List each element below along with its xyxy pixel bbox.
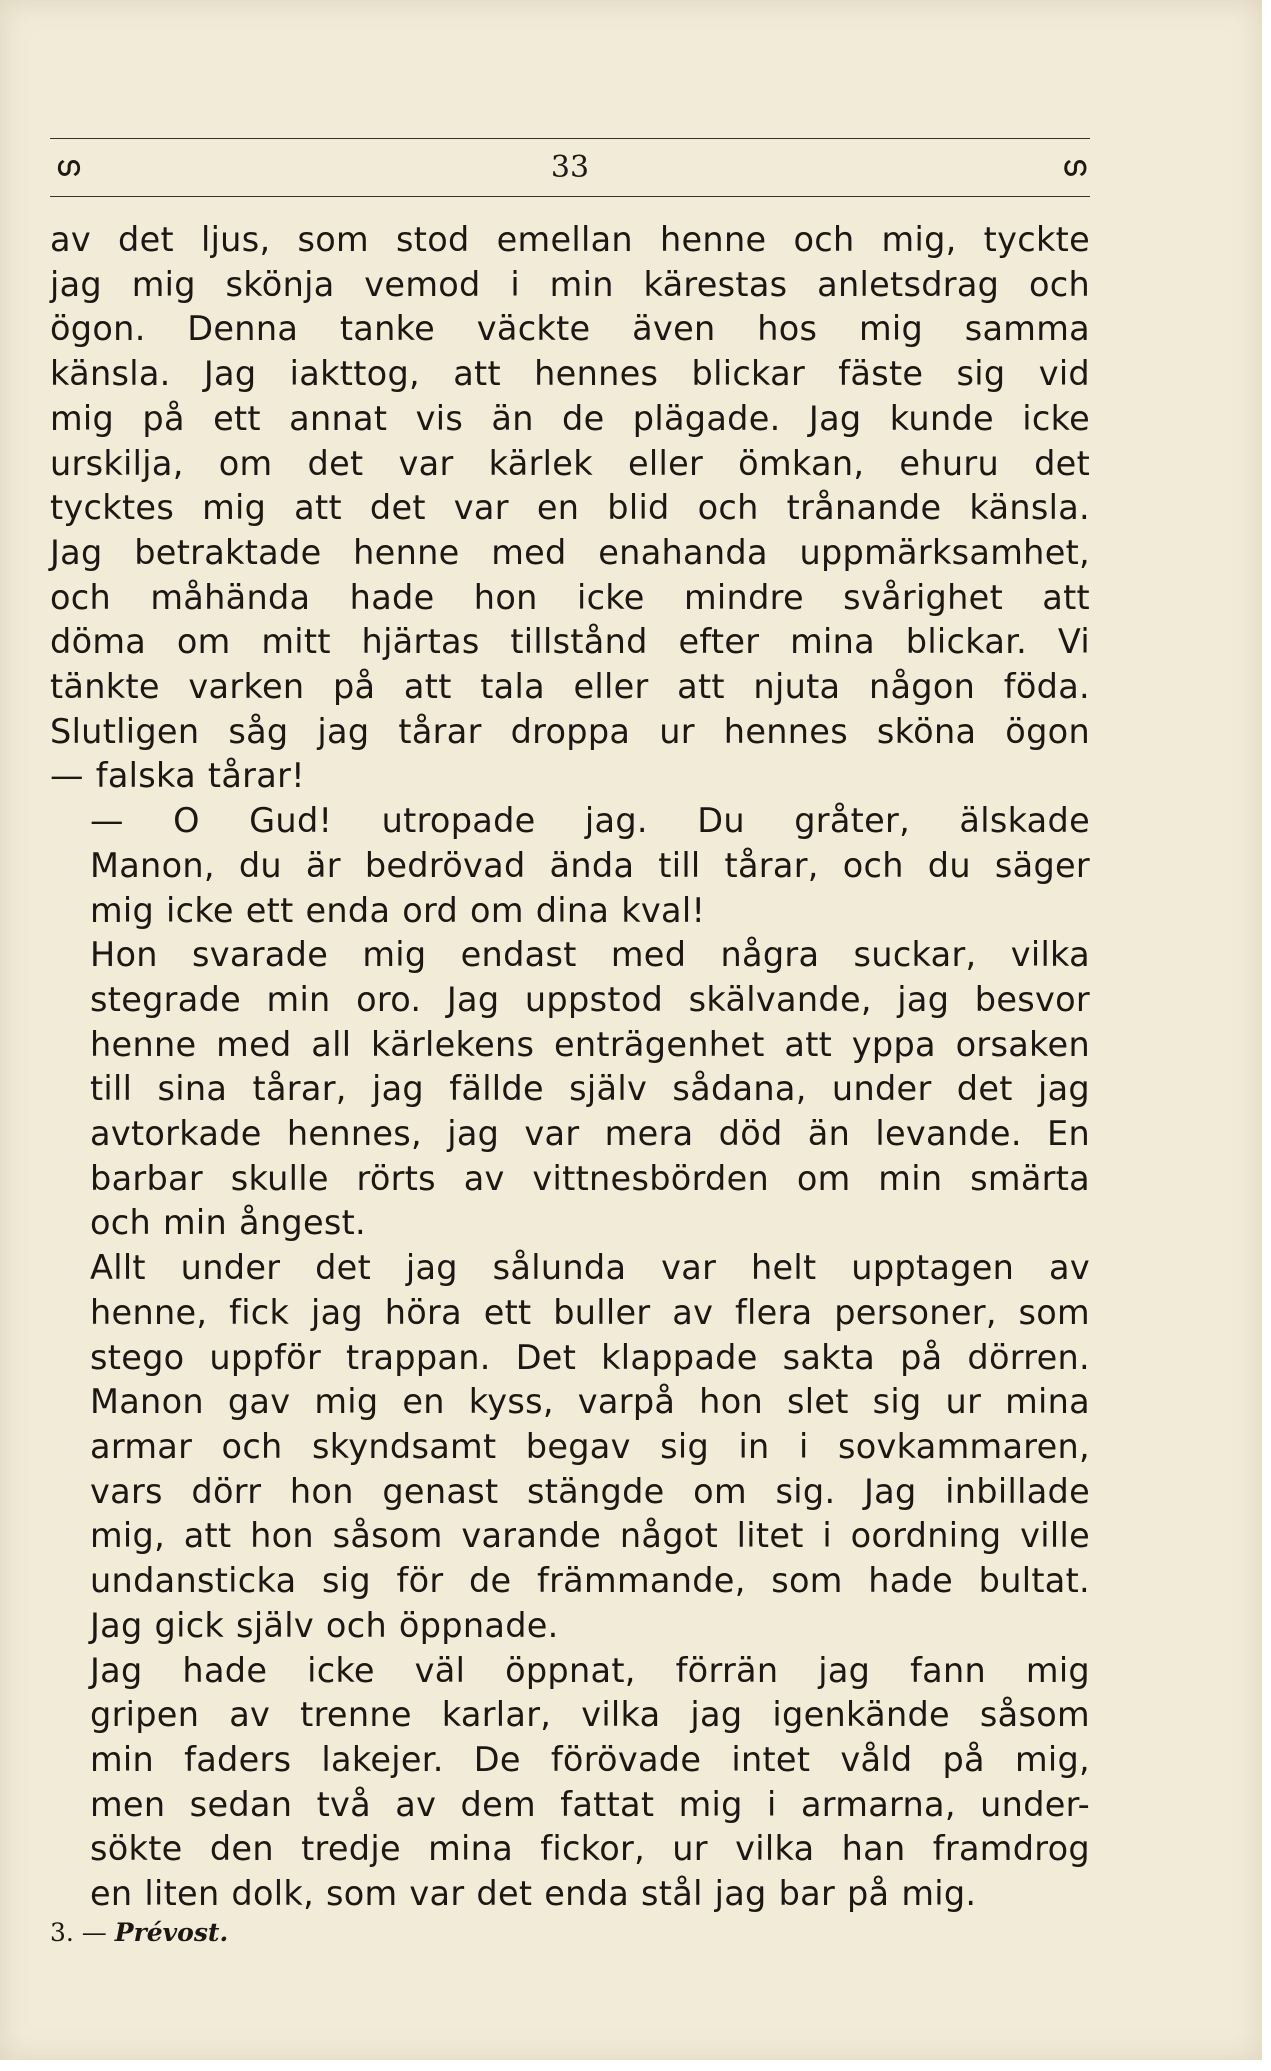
text-line: Allt under det jag sålunda var helt upptagen av xyxy=(90,1248,1090,1288)
page-number: 33 xyxy=(550,150,590,185)
page-footer xyxy=(50,1918,228,1947)
header-ornament-left-icon: ഗ xyxy=(56,152,80,182)
paragraph xyxy=(50,799,1090,933)
body-text xyxy=(50,218,1090,1917)
text-line: mig, att hon såsom varande något litet i oordning ville xyxy=(90,1516,1090,1556)
text-line: ögon. Denna tanke väckte även hos mig samma xyxy=(50,309,1090,349)
text-line: tänkte varken på att tala eller att njuta någon föda. xyxy=(50,667,1090,707)
text-line: känsla. Jag iakttog, att hennes blickar fäste sig vid xyxy=(50,354,1090,394)
text-line: — O Gud! utropade jag. Du gråter, älskade xyxy=(90,801,1090,841)
text-line: stegrade min oro. Jag uppstod skälvande, jag besvor xyxy=(90,979,1090,1019)
text-line: tycktes mig att det var en blid och trånande känsla. xyxy=(50,488,1090,528)
text-line: Slutligen såg jag tårar droppa ur hennes sköna ögon xyxy=(50,711,1090,751)
text-line: och måhända hade hon icke mindre svårighet att xyxy=(50,577,1090,617)
text-line: Jag hade icke väl öppnat, förrän jag fann mig xyxy=(90,1650,1090,1690)
text-line: henne, fick jag höra ett buller av flera personer, som xyxy=(90,1292,1090,1332)
signature-mark: 3. — xyxy=(50,1918,107,1947)
text-line: mig på ett annat vis än de plägade. Jag kunde icke xyxy=(50,398,1090,438)
header-ornament-right-icon: ഗ xyxy=(1062,152,1086,182)
text-line: Hon svarade mig endast med några suckar, vilka xyxy=(90,935,1090,975)
paragraph xyxy=(50,218,1090,799)
paragraph xyxy=(50,933,1090,1246)
text-line: urskilja, om det var kärlek eller ömkan, ehuru det xyxy=(50,443,1090,483)
text-line: till sina tårar, jag fällde själv sådana, under det jag xyxy=(90,1069,1090,1109)
text-line: armar och skyndsamt begav sig in i sovkammaren, xyxy=(90,1426,1090,1466)
page-header xyxy=(50,138,1090,198)
text-line: — falska tårar! xyxy=(50,756,305,796)
text-line: Manon gav mig en kyss, varpå hon slet sig ur mina xyxy=(90,1382,1090,1422)
text-line: döma om mitt hjärtas tillstånd efter mina blickar. Vi xyxy=(50,622,1090,662)
text-line: min faders lakejer. De förövade intet våld på mig, xyxy=(90,1739,1090,1779)
text-line: Jag betraktade henne med enahanda uppmärksamhet, xyxy=(50,532,1090,572)
text-line: vars dörr hon genast stängde om sig. Jag inbillade xyxy=(90,1471,1090,1511)
text-line: jag mig skönja vemod i min kärestas anletsdrag och xyxy=(50,264,1090,304)
text-line: sökte den tredje mina fickor, ur vilka han framdrog xyxy=(90,1829,1090,1869)
text-line: stego uppför trappan. Det klappade sakta på dörren. xyxy=(90,1337,1090,1377)
text-line: gripen av trenne karlar, vilka jag igenkände såsom xyxy=(90,1695,1090,1735)
header-bottom-rule xyxy=(50,196,1090,197)
footer-author: Prévost. xyxy=(114,1918,229,1947)
text-line: Jag gick själv och öppnade. xyxy=(90,1605,559,1645)
text-line: en liten dolk, som var det enda stål jag bar på mig. xyxy=(90,1874,977,1914)
text-line: undansticka sig för de främmande, som hade bultat. xyxy=(90,1561,1090,1601)
text-line: mig icke ett enda ord om dina kval! xyxy=(90,890,706,930)
text-line: Manon, du är bedrövad ända till tårar, och du säger xyxy=(90,845,1090,885)
paragraph xyxy=(50,1649,1090,1917)
text-line: av det ljus, som stod emellan henne och mig, tyckte xyxy=(50,220,1090,259)
text-line: och min ångest. xyxy=(90,1203,366,1243)
paragraph xyxy=(50,1246,1090,1648)
text-line: henne med all kärlekens enträgenhet att yppa orsaken xyxy=(90,1024,1090,1064)
text-line: barbar skulle rörts av vittnesbörden om min smärta xyxy=(90,1158,1090,1198)
text-line: men sedan två av dem fattat mig i armarna, under- xyxy=(90,1784,1090,1824)
header-top-rule xyxy=(50,138,1090,139)
text-line: avtorkade hennes, jag var mera död än levande. En xyxy=(90,1114,1090,1154)
